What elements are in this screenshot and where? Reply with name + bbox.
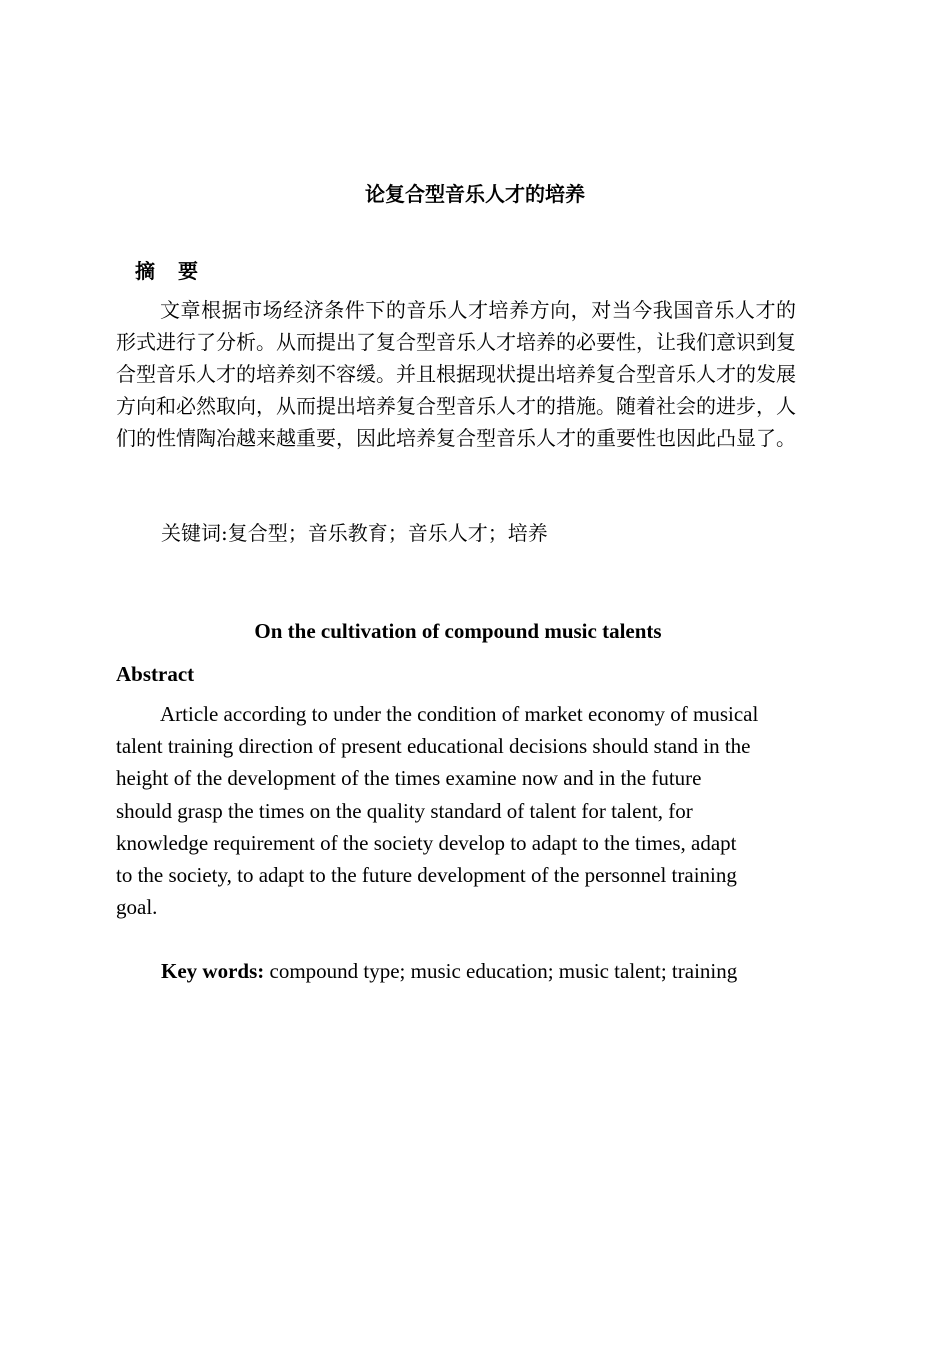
english-abstract-heading: Abstract [116,662,195,686]
english-abstract-body [116,698,806,923]
chinese-keywords-value: 复合型；音乐教育；音乐人才；培养 [227,521,548,545]
english-abstract-line: knowledge requirement of the society develop to adapt to the times, adapt [116,830,737,855]
english-abstract-line: talent training direction of present educational decisions should stand in the [116,734,751,759]
english-abstract-line: height of the development of the times examine now and in the future [116,766,702,791]
english-keywords-label: Key words: [161,959,265,983]
chinese-abstract-body: 文章根据市场经济条件下的音乐人才培养方向，对当今我国音乐人才的形式进行了分析。从而提出了复合型音乐人才培养的必要性，让我们意识到复合型音乐人才的培养刻不容缓。并且根据现状提出培养复合型音乐人才的发展方向和必然取向，从而提出培养复合型音乐人才的措施。随着社会的进步，人们的性情陶冶越来越重要，因此培养复合型音乐人才的重要性也因此凸显了。 [116,298,796,450]
chinese-abstract-heading: 摘 要 [135,259,206,283]
english-abstract-line: should grasp the times on the quality standard of talent for talent, for [116,798,693,823]
chinese-keywords [161,517,548,549]
english-keywords [161,955,737,987]
english-abstract-line: goal. [116,895,158,920]
chinese-keywords-separator: : [221,521,228,545]
english-abstract-line: Article according to under the condition of market economy of musical [160,702,759,726]
chinese-title: 论复合型音乐人才的培养 [365,182,585,206]
english-abstract-line: to the society, to adapt to the future development of the personnel training [116,863,737,888]
english-keywords-value: compound type; music education; music talent; training [264,959,738,983]
chinese-keywords-label: 关键词 [161,521,221,545]
english-title: On the cultivation of compound music talents [254,619,662,643]
